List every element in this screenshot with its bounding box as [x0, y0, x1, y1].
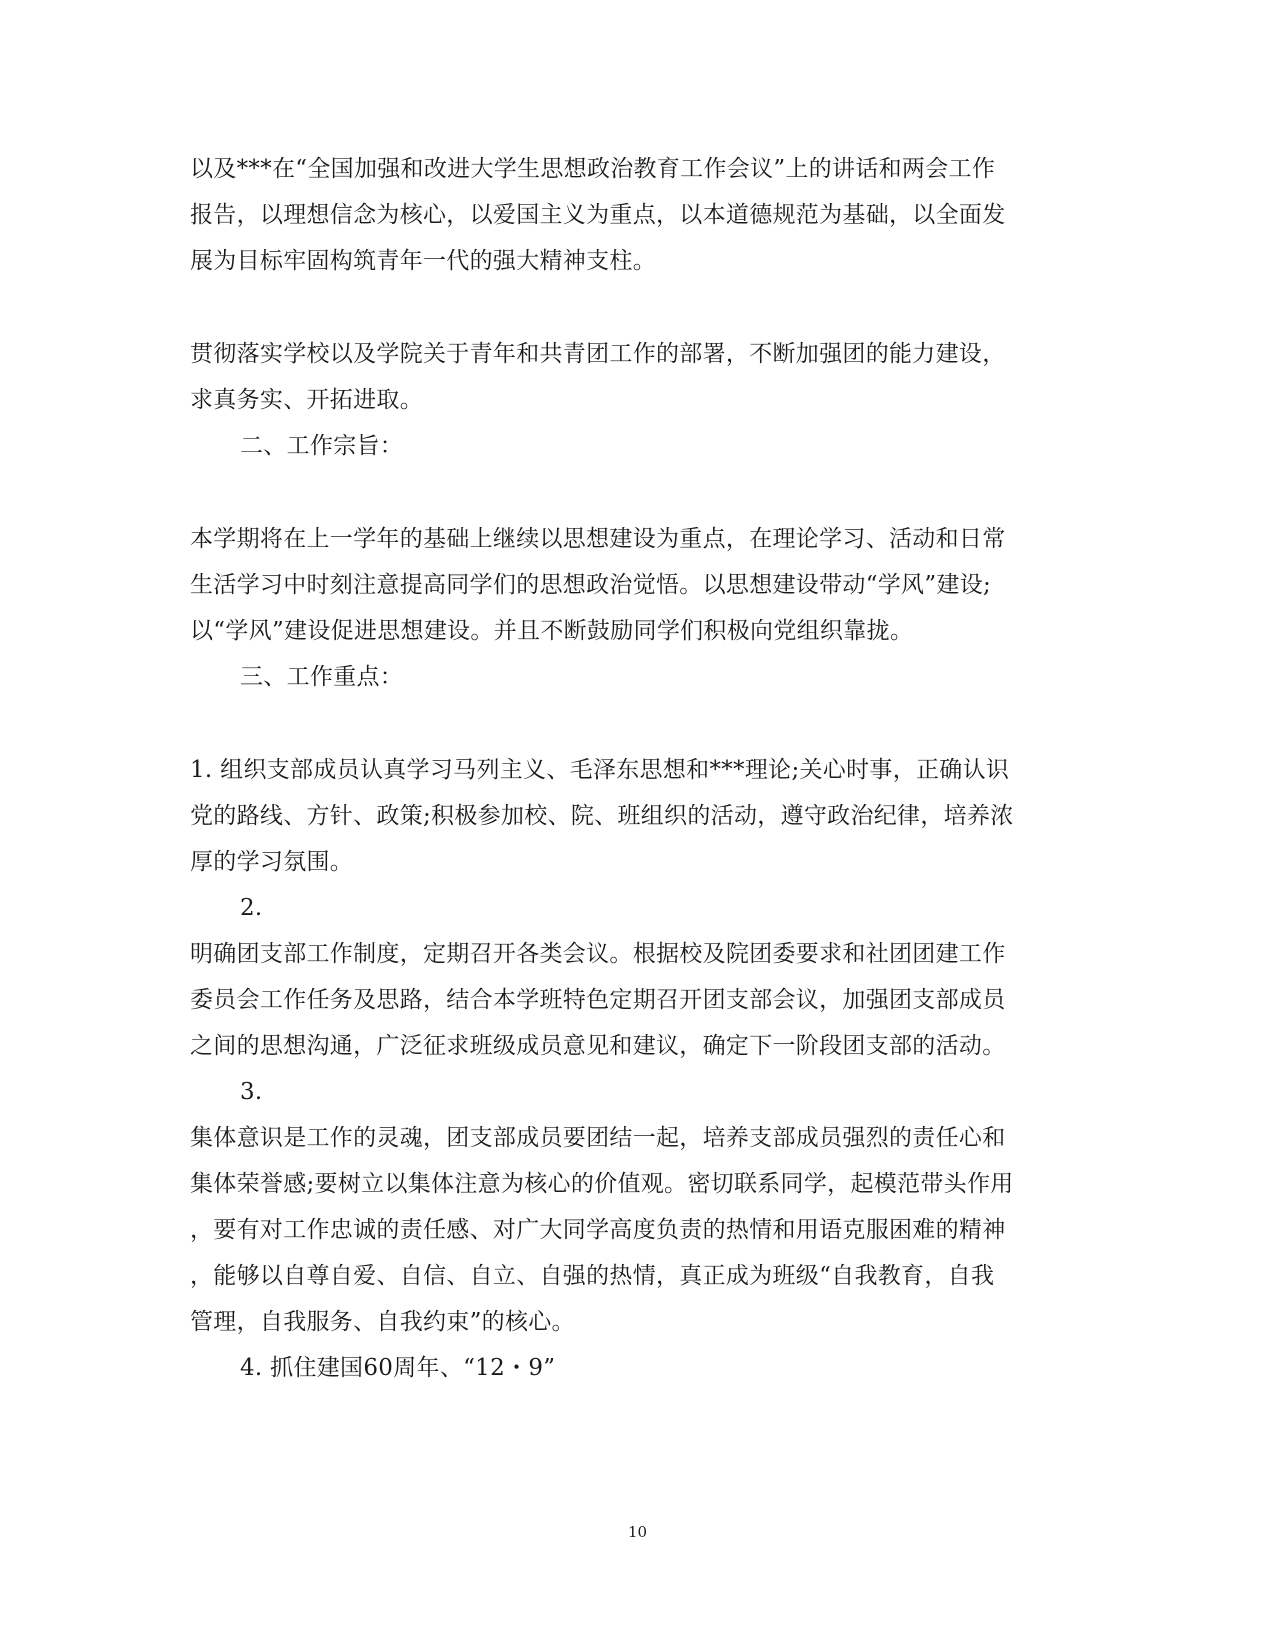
paragraph-line: 本学期将在上一学年的基础上继续以思想建设为重点，在理论学习、活动和日常 — [190, 526, 1006, 552]
list-item-line: 1. 组织支部成员认真学习马列主义、毛泽东思想和***理论;关心时事，正确认识 — [190, 757, 1010, 783]
paragraph-line: 贯彻落实学校以及学院关于青年和共青团工作的部署，不断加强团的能力建设， — [190, 341, 1006, 367]
list-item-number: 2. — [240, 895, 263, 921]
list-item-line: 4. 抓住建国60周年、“12・9” — [240, 1355, 556, 1381]
list-item-number: 3. — [240, 1079, 263, 1105]
list-item-line: ，要有对工作忠诚的责任感、对广大同学高度负责的热情和用语克服困难的精神 — [190, 1217, 1006, 1243]
paragraph-line: 报告，以理想信念为核心，以爱国主义为重点，以本道德规范为基础，以全面发 — [190, 202, 1006, 228]
page-number: 10 — [627, 1523, 648, 1541]
paragraph-line: 生活学习中时刻注意提高同学们的思想政治觉悟。以思想建设带动“学风”建设; — [190, 572, 992, 598]
section-heading: 二、工作宗旨： — [240, 433, 404, 459]
list-item-line: ，能够以自尊自爱、自信、自立、自强的热情，真正成为班级“自我教育，自我 — [190, 1263, 995, 1289]
paragraph-line: 求真务实、开拓进取。 — [190, 387, 423, 413]
list-item-line: 党的路线、方针、政策;积极参加校、院、班组织的活动，遵守政治纪律，培养浓 — [190, 803, 1014, 829]
section-heading: 三、工作重点： — [240, 664, 404, 690]
list-item-line: 管理，自我服务、自我约束”的核心。 — [190, 1309, 575, 1335]
list-item-line: 集体荣誉感;要树立以集体注意为核心的价值观。密切联系同学，起模范带头作用 — [190, 1171, 1014, 1197]
list-item-line: 之间的思想沟通，广泛征求班级成员意见和建议，确定下一阶段团支部的活动。 — [190, 1033, 1006, 1059]
list-item-line: 集体意识是工作的灵魂，团支部成员要团结一起，培养支部成员强烈的责任心和 — [190, 1125, 1006, 1151]
list-item-line: 厚的学习氛围。 — [190, 849, 354, 875]
paragraph-line: 以及***在“全国加强和改进大学生思想政治教育工作会议”上的讲话和两会工作 — [190, 156, 996, 182]
paragraph-line: 展为目标牢固构筑青年一代的强大精神支柱。 — [190, 248, 656, 274]
list-item-line: 委员会工作任务及思路，结合本学班特色定期召开团支部会议，加强团支部成员 — [190, 987, 1006, 1013]
list-item-line: 明确团支部工作制度，定期召开各类会议。根据校及院团委要求和社团团建工作 — [190, 941, 1006, 967]
paragraph-line: 以“学风”建设促进思想建设。并且不断鼓励同学们积极向党组织靠拢。 — [190, 618, 914, 644]
